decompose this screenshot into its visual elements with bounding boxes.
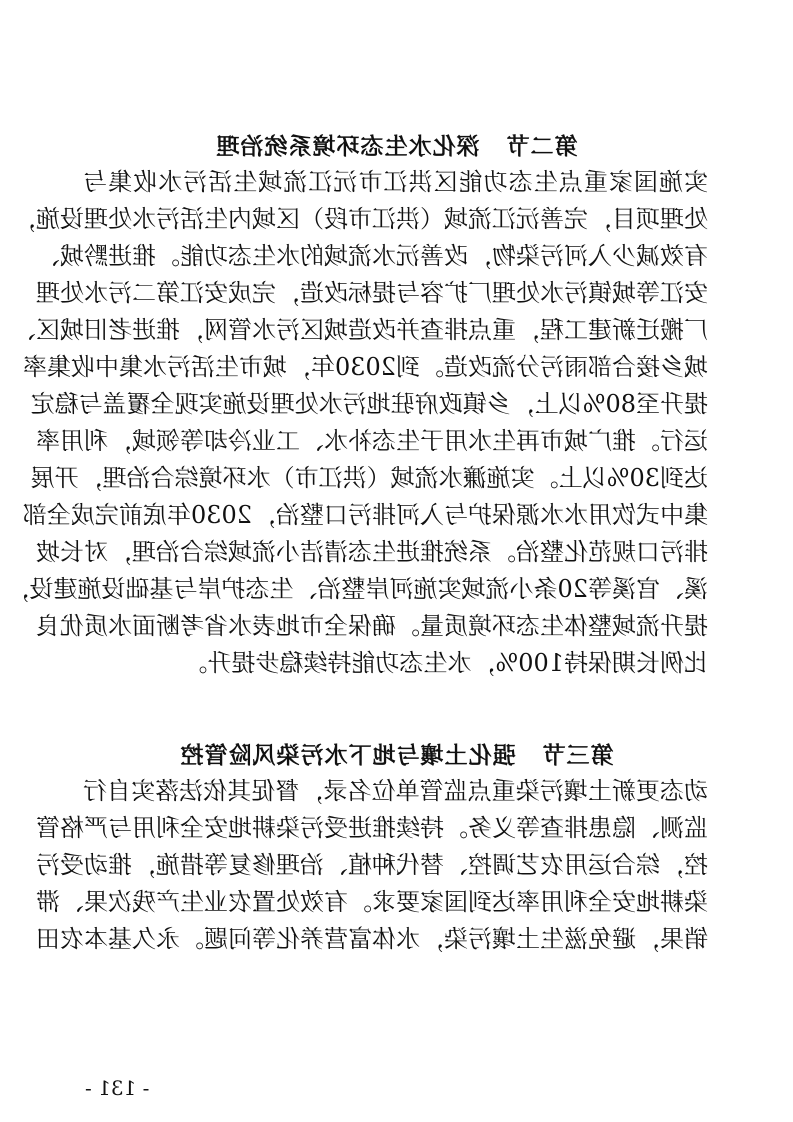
paragraph-line: 集中式饮用水水源保护与入河排污口整治，2030年底前完成全部 [22,501,708,529]
paragraph-line: 运行。推广城市再生水用于生态补水、工业冷却等领域，利用率 [36,427,708,455]
paragraph-line: 监测、隐患排查等义务。持续推进受污染耕地安全利用与严格管 [36,814,708,842]
paragraph-line: 提升至80%以上，乡镇政府驻地污水处理设施实现全覆盖与稳定 [30,390,708,418]
paragraph-line: 安江等城镇污水处理厂扩容与提标改造，完成安江第二污水处理 [36,279,708,307]
paragraph-line: 染耕地安全利用率达到国家要求。有效处置农业生产残次果、滞 [36,888,708,916]
paragraph-line: 比例长期保持100%，水生态功能持续稳步提升。 [183,649,708,677]
paragraph-line: 提升流域整体生态环境质量。确保全市地表水省考断面水质优良 [36,612,708,640]
section-heading [0,128,793,161]
section-title: 强化土壤与地下水污染风险管控 [179,743,516,769]
page-number: - 131 - [85,1076,150,1100]
section-number: 第三节 [541,743,614,769]
paragraph-line: 动态更新土壤污染重点监管单位名录，督促其依法落实自行 [83,777,708,805]
section-heading [0,737,793,770]
paragraph-line: 有效减少入河污染物，改善沅水流域的水生态功能。推进黔城、 [36,242,708,270]
paragraph-line: 控，综合运用农艺调控、替代种植、治理修复等措施，推动受污 [36,851,708,879]
section-number: 第二节 [505,134,578,160]
paragraph-line: 厂搬迁新建工程，重点排查并改造城区污水管网，推进老旧城区、 [12,316,708,344]
section-title: 深化水生态环境系统治理 [215,134,480,160]
paragraph-line: 销果，避免滋生土壤污染，水体富营养化等问题。永久基本农田 [36,925,708,953]
paragraph-line: 溪、官溪等20条小流域实施河岸整治、生态护岸与基础设施建设， [5,575,708,603]
paragraph-line: 处理项目，完善沅江流域（洪江市段）区域内生活污水处理设施， [12,205,708,233]
paragraph-line: 达到30%以上。实施濂水流域（洪江市）水环境综合治理，开展 [30,464,708,492]
paragraph-line: 排污口规范化整治。系统推进生态清洁小流域综合治理，对长坡 [36,538,708,566]
paragraph-line: 城乡接合部雨污分流改造。到2030年，城市生活污水集中收集率 [22,353,708,381]
paragraph-line: 实施国家重点生态功能区洪江市沅江流域生活污水收集与 [83,168,708,196]
